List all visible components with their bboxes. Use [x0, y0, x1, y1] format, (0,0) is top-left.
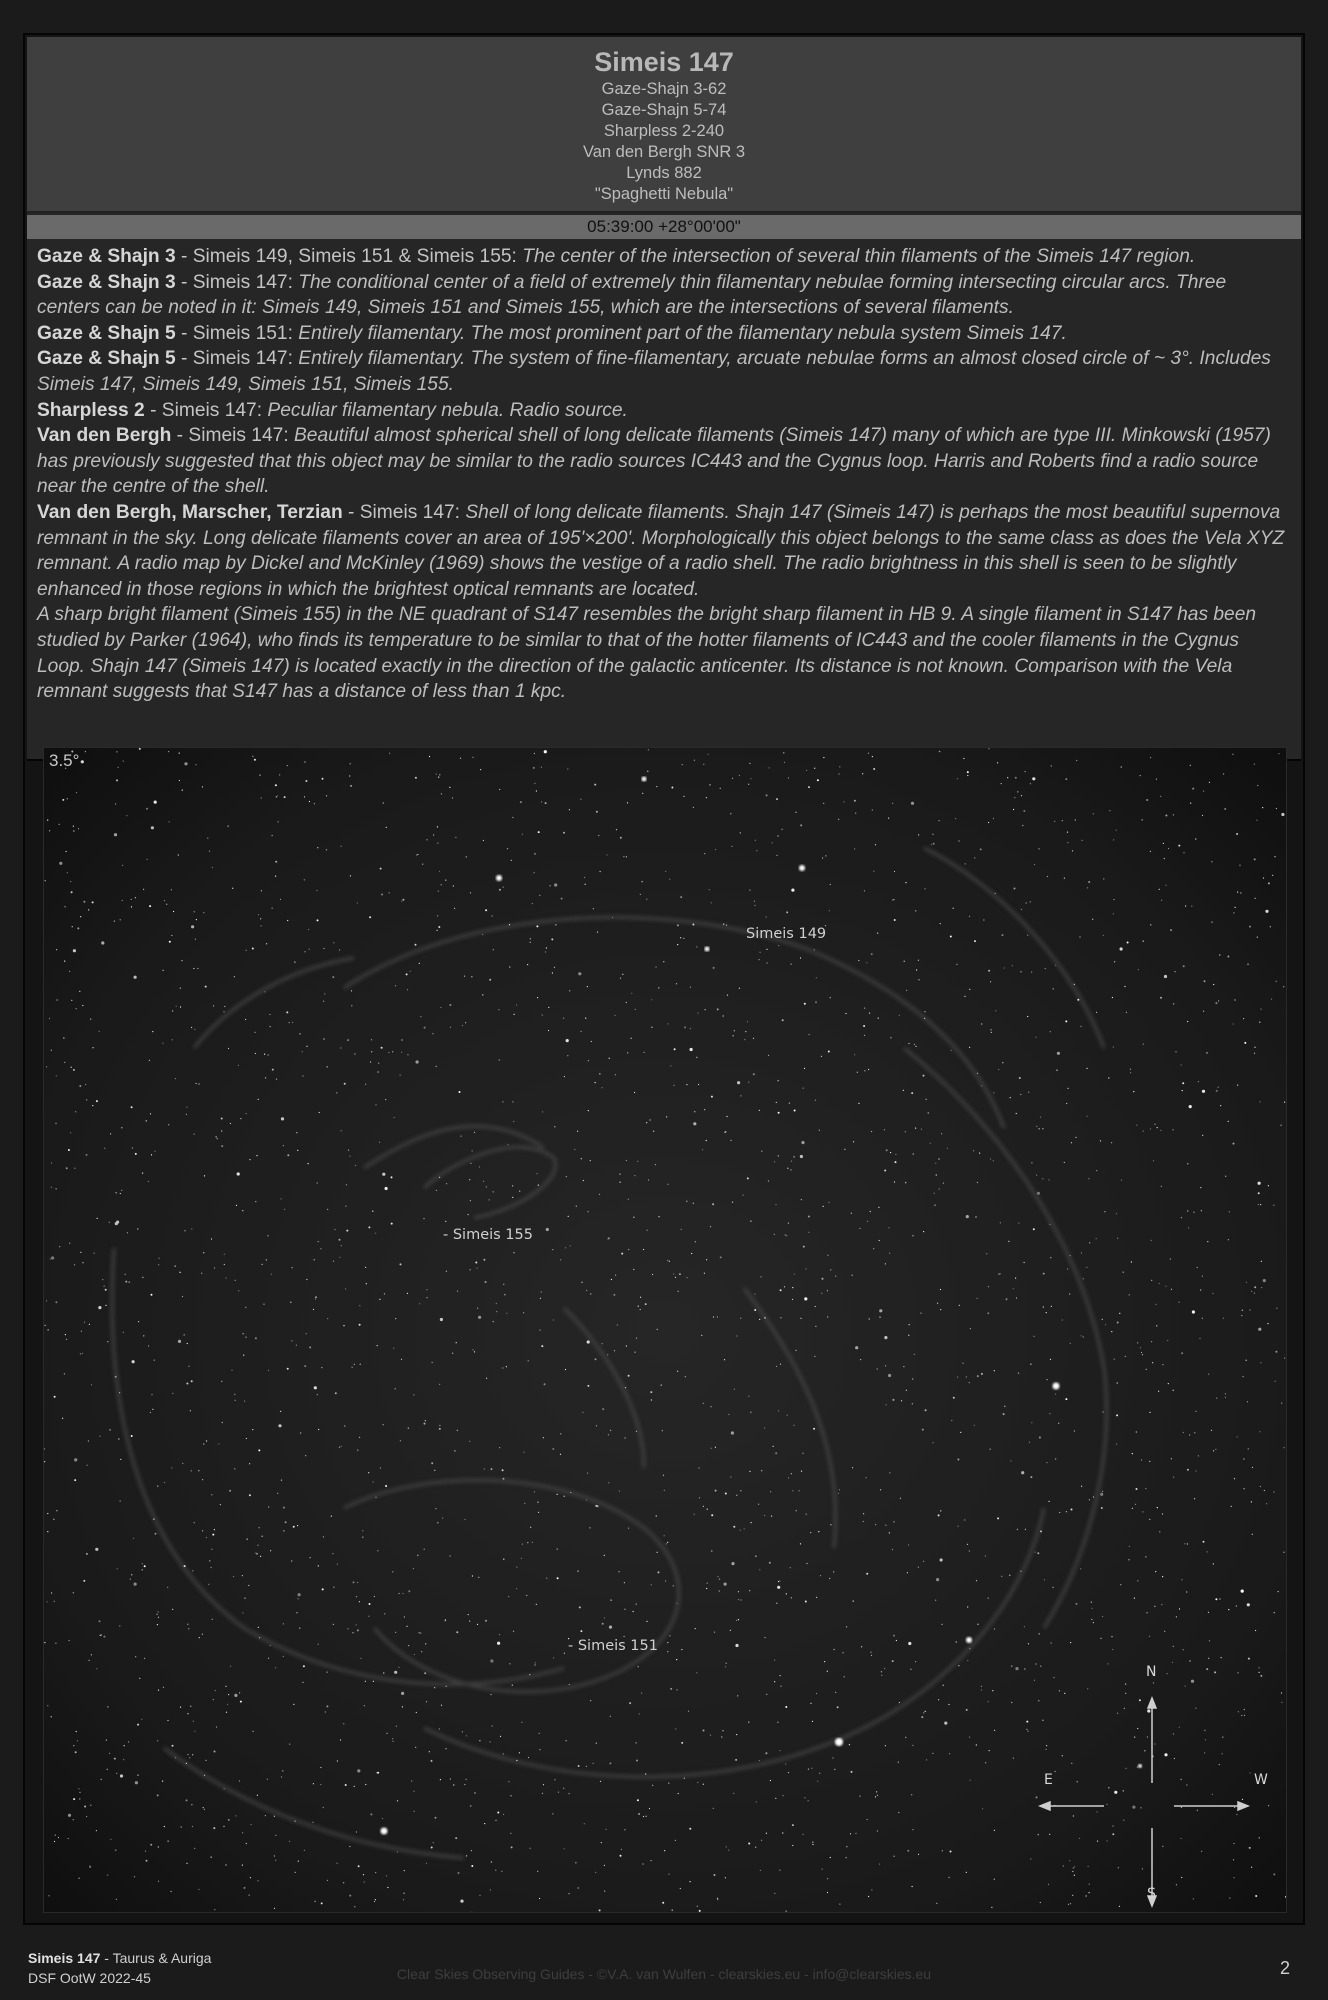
description-entry: Gaze & Shajn 5 - Simeis 151: Entirely filamentary. The most prominent part of the filamentary nebula system Simeis 147. — [37, 322, 1067, 344]
alias-2: Gaze-Shajn 5-74 — [601, 101, 727, 119]
catalog-source: Gaze & Shajn 3 — [37, 271, 176, 293]
compass-south-label: S — [1147, 1886, 1156, 1902]
catalog-objects: Simeis 149, Simeis 151 & Simeis 155: — [192, 246, 517, 267]
description-entry: Gaze & Shajn 3 - Simeis 149, Simeis 151 & Simeis 155: The center of the intersection of several thin filaments of the Simeis 147 region. — [37, 246, 1196, 267]
label-simeis-151: - Simeis 151 — [568, 1638, 658, 1654]
description-entry: Van den Bergh, Marscher, Terzian - Simeis 147: Shell of long delicate filaments. Shajn 147 (Simeis 147) is perhaps the most beautiful supernova remnant in the sky. Long delicate filaments cover an area of 195'×200'. Morphologically this object belongs to the same class as does the Vela XYZ remnant. A radio map by Dickel and McKinley (1969) shows the vestige of a radio shell. The radio brightness in this shell is seen to be slightly enhanced in those regions in which the brightest optical remnants are located. — [37, 501, 1285, 600]
description-entry: Sharpless 2 - Simeis 147: Peculiar filamentary nebula. Radio source. — [37, 399, 628, 421]
alias-1: Gaze-Shajn 3-62 — [601, 80, 727, 98]
catalog-text: The center of the intersection of several thin filaments of the Simeis 147 region. — [522, 246, 1196, 267]
catalog-objects: Simeis 151: — [192, 322, 293, 344]
catalog-source: Van den Bergh — [37, 425, 172, 447]
catalog-text: Beautiful almost spherical shell of long delicate filaments (Simeis 147) many of which are type III. Minkowski (1957) has previously suggested that this object may be similar to the radio sources IC443 and the Cygnus loop. Harris and Roberts find a radio source near the centre of the shell. — [37, 425, 1271, 498]
catalog-text: A sharp bright filament (Simeis 155) in the NE quadrant of S147 resembles the bright sharp filament in HB 9. A single filament in S147 has been studied by Parker (1964), who finds its temperature to be similar to that of the hotter filaments of IC443 and the cooler filaments in the Cygnus Loop. Shajn 147 (Simeis 147) is located exactly in the direction of the galactic anticenter. Its distance is not known. Comparison with the Vela remnant suggests that S147 has a distance of less than 1 kpc. — [37, 604, 1257, 703]
catalog-objects: Simeis 147: — [192, 271, 293, 293]
footer-constellation: - Taurus & Auriga — [100, 1950, 212, 1966]
footer-object-line — [28, 1948, 211, 1968]
catalog-text: Shell of long delicate filaments. Shajn 147 (Simeis 147) is perhaps the most beautiful supernova remnant in the sky. Long delicate filaments cover an area of 195'×200'. Morphologically this object belongs to the same class as does the Vela XYZ remnant. A radio map by Dickel and McKinley (1969) shows the vestige of a radio shell. The radio brightness in this shell is seen to be slightly enhanced in those regions in which the brightest optical remnants are located. — [37, 501, 1285, 600]
description-block — [27, 241, 1301, 761]
catalog-source: Sharpless 2 — [37, 399, 145, 421]
footer-credits: Clear Skies Observing Guides - ©V.A. van Wulfen - clearskies.eu - info@clearskies.eu — [396, 1966, 932, 1982]
footer-object: Simeis 147 — [28, 1950, 101, 1966]
catalog-source: Gaze & Shajn 5 — [37, 322, 176, 344]
header-panel — [27, 37, 1301, 213]
page-number: 2 — [1279, 1958, 1290, 1978]
description-entry: Gaze & Shajn 3 - Simeis 147: The conditional center of a field of extremely thin filamentary nebulae forming intersecting circular arcs. Three centers can be noted in it: Simeis 149, Simeis 151 and Simeis 155, which are the intersections of several filaments. — [37, 271, 1227, 319]
alias-3: Sharpless 2-240 — [603, 122, 725, 140]
label-simeis-149: Simeis 149 — [746, 926, 827, 942]
catalog-text: Entirely filamentary. The system of fine-filamentary, arcuate nebulae forms an almost closed circle of ~ 3°. Includes Simeis 147, Simeis 149, Simeis 151, Simeis 155. — [37, 348, 1271, 395]
alias-6: "Spaghetti Nebula" — [594, 185, 734, 203]
catalog-text: Peculiar filamentary nebula. Radio source. — [267, 399, 628, 421]
catalog-objects: Simeis 147: — [188, 425, 289, 447]
nebula-photo — [43, 747, 1287, 1913]
description-entry: Gaze & Shajn 5 - Simeis 147: Entirely filamentary. The system of fine-filamentary, arcuate nebulae forms an almost closed circle of ~ 3°. Includes Simeis 147, Simeis 149, Simeis 151, Simeis 155. — [37, 348, 1271, 395]
label-simeis-155: - Simeis 155 — [443, 1227, 533, 1243]
compass-west-label: W — [1254, 1772, 1268, 1788]
description-entry — [37, 602, 1291, 704]
alias-4: Van den Bergh SNR 3 — [582, 143, 746, 161]
coordinates-bar: 05:39:00 +28°00'00" — [27, 213, 1301, 241]
catalog-text: Entirely filamentary. The most prominent part of the filamentary nebula system Simeis 147. — [298, 322, 1067, 344]
footer-series: DSF OotW 2022-45 — [28, 1970, 151, 1986]
catalog-source: Gaze & Shajn 3 — [37, 246, 176, 267]
catalog-objects: Simeis 147: — [192, 348, 293, 370]
page-title: Simeis 147 — [594, 47, 734, 77]
catalog-objects: Simeis 147: — [359, 501, 460, 523]
catalog-objects: Simeis 147: — [161, 399, 263, 421]
starfield — [44, 748, 1287, 1913]
catalog-source: Gaze & Shajn 5 — [37, 348, 176, 370]
compass-north-label: N — [1146, 1664, 1157, 1680]
compass-east-label: E — [1044, 1772, 1053, 1788]
catalog-source: Van den Bergh, Marscher, Terzian — [37, 501, 343, 523]
page-frame — [23, 33, 1305, 1925]
alias-5: Lynds 882 — [626, 164, 702, 182]
scale-label: 3.5° — [49, 751, 80, 770]
catalog-text: The conditional center of a field of extremely thin filamentary nebulae forming intersecting circular arcs. Three centers can be noted in it: Simeis 149, Simeis 151 and Simeis 155, which are the intersections of several filaments. — [37, 271, 1227, 319]
description-entry: Van den Bergh - Simeis 147: Beautiful almost spherical shell of long delicate filaments (Simeis 147) many of which are type III. Minkowski (1957) has previously suggested that this object may be similar to the radio sources IC443 and the Cygnus loop. Harris and Roberts find a radio source near the centre of the shell. — [37, 425, 1271, 498]
